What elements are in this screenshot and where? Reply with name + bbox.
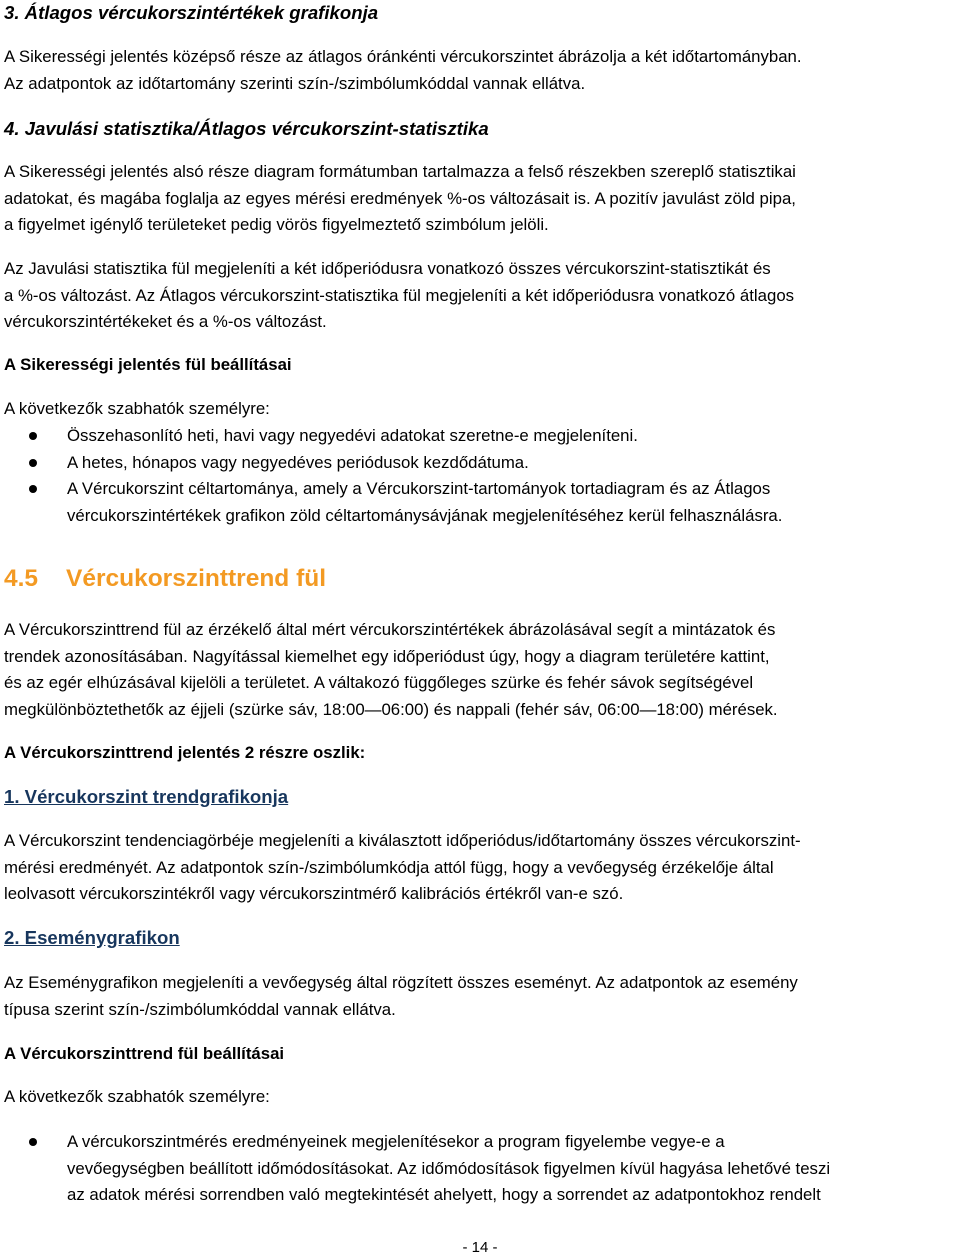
- list-item: [0, 476, 960, 529]
- text-line: A Sikerességi jelentés alsó része diagram formátumban tartalmazza a felső részekben szereplő statisztikai: [4, 162, 796, 181]
- text-line: típusa szerint szín-/szimbólumkóddal vannak ellátva.: [4, 999, 396, 1019]
- section-4-paragraph-1: [4, 159, 960, 239]
- settings-1-list: [0, 423, 960, 529]
- section-4-heading: 4. Javulási statisztika/Átlagos vércukorszint-statisztika: [4, 118, 489, 139]
- event-graph-paragraph: [4, 970, 960, 1023]
- list-item: [0, 1129, 960, 1209]
- text-line: Összehasonlító heti, havi vagy negyedévi adatokat szeretne-e megjeleníteni.: [67, 426, 638, 445]
- settings-2-intro: A következők szabhatók személyre:: [4, 1087, 270, 1106]
- text-line: A hetes, hónapos vagy negyedéves periódusok kezdődátuma.: [67, 452, 529, 472]
- text-line: megkülönböztethetők az éjjeli (szürke sáv, 18:00—06:00) és nappali (fehér sáv, 06:00—18:00) mérések.: [4, 699, 778, 719]
- settings-2-list: [0, 1129, 960, 1209]
- list-item: [0, 450, 960, 477]
- text-line: adatokat, és magába foglalja az egyes mérési eredmények %-os változásait is. A pozitív javulást zöld pipa,: [4, 188, 796, 208]
- bullet-icon: [29, 459, 37, 467]
- settings-1-intro: A következők szabhatók személyre:: [4, 399, 270, 418]
- settings-2-heading: A Vércukorszinttrend fül beállításai: [4, 1044, 285, 1063]
- text-line: az adatok mérési sorrendben való megtekintését ahelyett, hogy a sorrendet az adatpontokhoz rendelt: [67, 1185, 821, 1204]
- text-line: A Vércukorszinttrend fül az érzékelő által mért vércukorszintértékek ábrázolásával segít a mintázatok és: [4, 620, 776, 639]
- text-line: A vércukorszintmérés eredményeinek megjelenítésekor a program figyelembe vegye-e a: [67, 1132, 725, 1151]
- text-line: leolvasott vércukorszintékről vagy vércukorszintmérő kalibrációs értékről van-e szó.: [4, 884, 624, 903]
- text-line: trendek azonosításában. Nagyítással kiemelhet egy időperiódust úgy, hogy a diagram területére kattint,: [4, 646, 770, 666]
- text-line: Az adatpontok az időtartomány szerinti szín-/szimbólumkóddal vannak ellátva.: [4, 73, 586, 93]
- text-line: a %-os változást. Az Átlagos vércukorszint-statisztika fül megjeleníti a két időperiódusra vonatkozó átlagos: [4, 285, 795, 305]
- section-4-5-heading: [4, 563, 960, 595]
- section-3-heading: 3. Átlagos vércukorszintértékek grafikonja: [4, 2, 379, 23]
- bullet-icon: [29, 1138, 37, 1146]
- text-line: Az Eseménygrafikon megjeleníti a vevőegység által rögzített összes eseményt. Az adatpontok az esemény: [4, 973, 798, 992]
- trend-graph-paragraph: [4, 828, 960, 908]
- text-line: A Vércukorszint céltartománya, amely a Vércukorszint-tartományok tortadiagram és az Átlagos: [67, 479, 771, 498]
- event-graph-heading: 2. Eseménygrafikon: [4, 927, 180, 948]
- trend-graph-heading: 1. Vércukorszint trendgrafikonja: [4, 786, 289, 807]
- text-line: Az Javulási statisztika fül megjeleníti a két időperiódusra vonatkozó összes vércukorszint-statisztikát és: [4, 259, 771, 278]
- text-line: a figyelmet igénylő területeket pedig vörös figyelmeztető szimbólum jelöli.: [4, 215, 549, 234]
- section-3-paragraph: [4, 44, 960, 97]
- bullet-icon: [29, 485, 37, 493]
- text-line: A Sikerességi jelentés középső része az átlagos óránkénti vércukorszintet ábrázolja a két időtartományban.: [4, 47, 802, 66]
- section-number: 4.5: [4, 565, 39, 592]
- text-line: és az egér elhúzásával kijelöli a területet. A váltakozó függőleges szürke és fehér sávok segítségével: [4, 673, 754, 692]
- text-line: vércukorszintértékeket és a %-os változást.: [4, 312, 327, 331]
- text-line: A Vércukorszint tendenciagörbéje megjeleníti a kiválasztott időperiódus/időtartomány összes vércukorszint-: [4, 831, 801, 850]
- text-line: vevőegységben beállított időmódosításokat. Az időmódosítások figyelmen kívül hagyása lehetővé teszi: [67, 1158, 831, 1178]
- settings-1-heading: A Sikerességi jelentés fül beállításai: [4, 355, 292, 374]
- section-4-paragraph-2: [4, 256, 960, 336]
- bullet-icon: [29, 432, 37, 440]
- list-item: [0, 423, 960, 450]
- section-title: Vércukorszinttrend fül: [66, 565, 327, 592]
- text-line: vércukorszintértékek grafikon zöld céltartománysávjának megjelenítéséhez kerül felhasználásra.: [67, 505, 783, 525]
- text-line: mérési eredményét. Az adatpontok szín-/szimbólumkódja attól függ, hogy a vevőegység érzékelője által: [4, 857, 774, 877]
- section-4-5-paragraph: [4, 617, 960, 723]
- page-number: - 14 -: [462, 1239, 498, 1256]
- parts-heading: A Vércukorszinttrend jelentés 2 részre oszlik:: [4, 743, 366, 762]
